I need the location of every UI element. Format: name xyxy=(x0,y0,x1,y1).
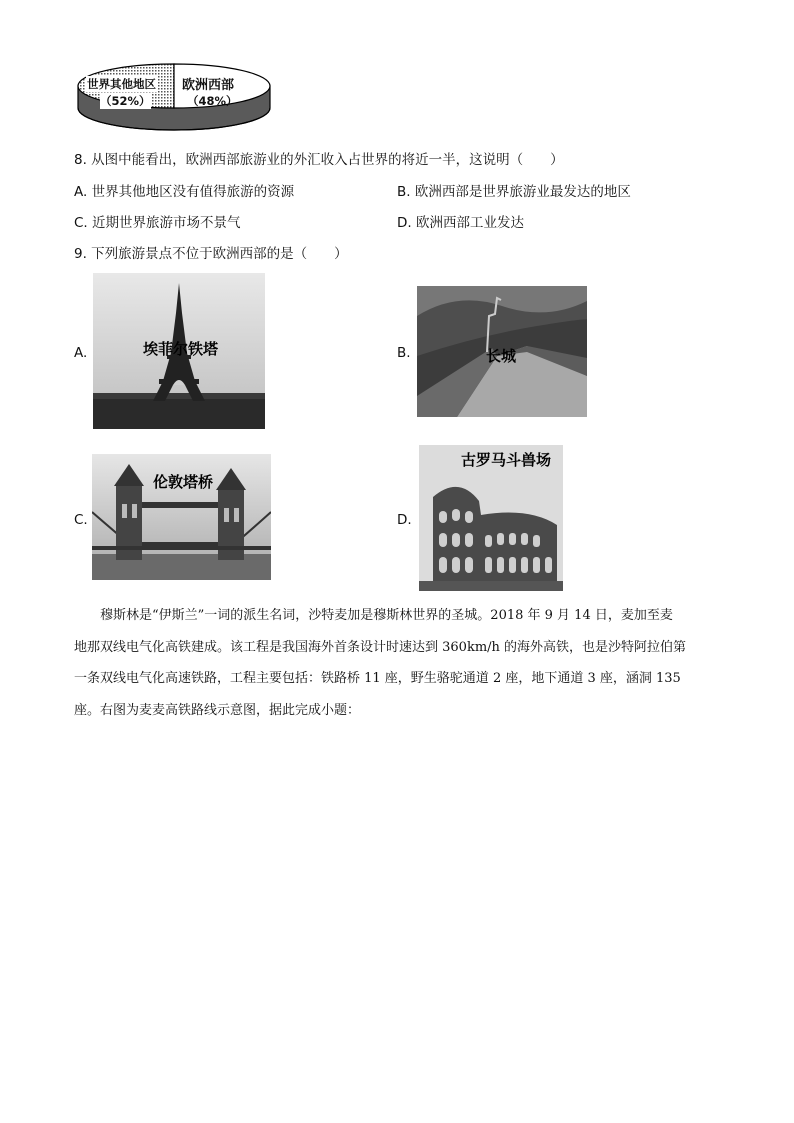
q8-stem: 8. 从图中能看出，欧洲西部旅游业的外汇收入占世界的将近一半，这说明（ ） xyxy=(74,152,564,168)
q8-option-b: B. 欧洲西部是世界旅游业最发达的地区 xyxy=(397,184,631,200)
passage-line-1: 穆斯林是“伊斯兰”一词的派生名词，沙特麦加是穆斯林世界的圣城。2018 年 9 月 14 日，麦加至麦 xyxy=(100,608,673,623)
q8-option-d: D. 欧洲西部工业发达 xyxy=(397,215,524,231)
caption-great-wall: 长城 xyxy=(486,347,517,365)
q9-option-d-letter: D. xyxy=(397,512,412,528)
passage xyxy=(74,600,734,726)
caption-tower-bridge: 伦敦塔桥 xyxy=(153,473,214,491)
q9-option-b-letter: B. xyxy=(397,345,411,361)
pie-label-other: 世界其他地区 xyxy=(87,77,156,91)
pie-value-west-europe: （48%） xyxy=(187,94,238,108)
q9-option-a-letter: A. xyxy=(74,345,88,361)
q8-option-a: A. 世界其他地区没有值得旅游的资源 xyxy=(74,184,295,200)
caption-colosseum: 古罗马斗兽场 xyxy=(461,451,552,469)
pie-value-other: （52%） xyxy=(100,94,151,108)
caption-eiffel-tower: 埃菲尔铁塔 xyxy=(143,340,219,358)
pie-label-west-europe: 欧洲西部 xyxy=(182,78,235,93)
q8-option-c: C. 近期世界旅游市场不景气 xyxy=(74,215,241,231)
passage-line-4: 座。右图为麦麦高铁路线示意图，据此完成小题： xyxy=(74,702,361,718)
passage-line-3: 一条双线电气化高速铁路，工程主要包括：铁路桥 11 座，野生骆驼通道 2 座，地下通道 3 座，涵洞 135 xyxy=(74,671,681,686)
q9-option-c-letter: C. xyxy=(74,512,88,528)
passage-line-2: 地那双线电气化高铁建成。该工程是我国海外首条设计时速达到 360km/h 的海外高铁，也是沙特阿拉伯第 xyxy=(74,639,687,655)
q9-stem: 9. 下列旅游景点不位于欧洲西部的是（ ） xyxy=(74,246,348,262)
